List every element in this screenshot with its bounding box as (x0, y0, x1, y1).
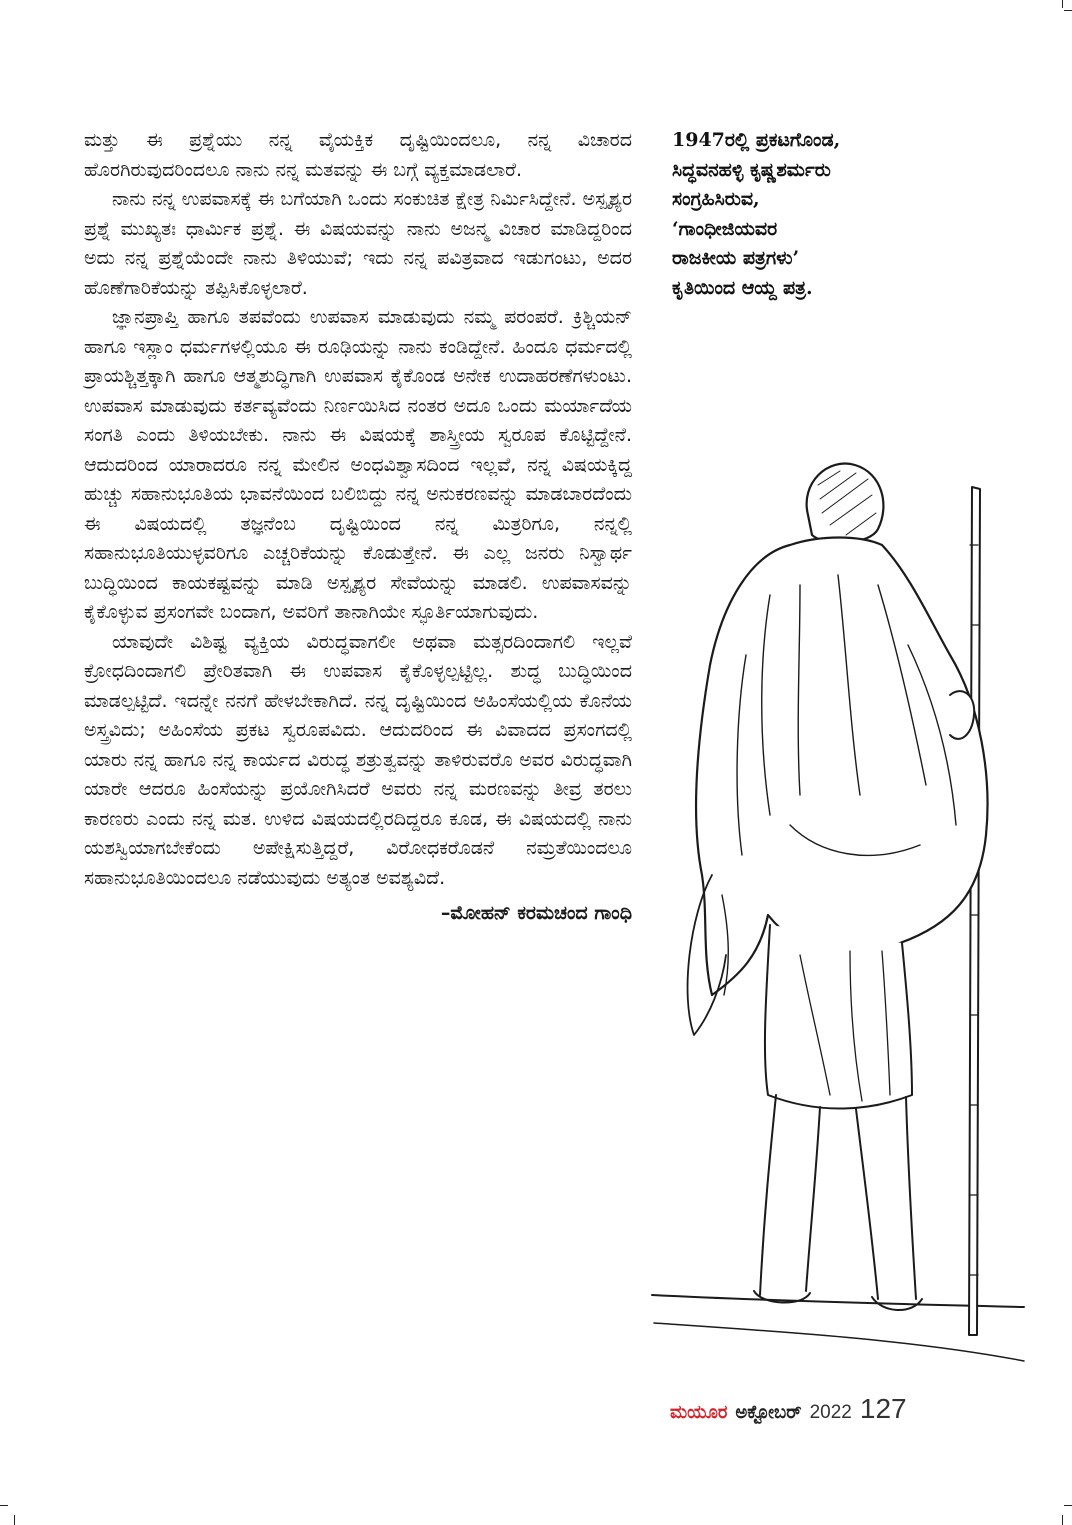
head (807, 464, 884, 543)
crop-mark (14, 1515, 15, 1525)
paragraph: ಜ್ಞಾನಪ್ರಾಪ್ತಿ ಹಾಗೂ ತಪವೆಂದು ಉಪವಾಸ ಮಾಡುವುದು ನಮ್ಮ ಪರಂಪರೆ. ಕ್ರಿಶ್ಚಿಯನ್ ಹಾಗೂ ಇಸ್ಲಾಂ ಧರ್ಮಗಳಲ್ಲಿಯೂ ಈ ರೂಢಿಯನ್ನು ನಾನು ಕಂಡಿದ್ದೇನೆ. ಹಿಂದೂ ಧರ್ಮದಲ್ಲಿ ಪ್ರಾಯಶ್ಚಿತ್ತಕ್ಕಾಗಿ ಹಾಗೂ ಆತ್ಮಶುದ್ಧಿಗಾಗಿ ಉಪವಾಸ ಕೈಕೊಂಡ ಅನೇಕ ಉದಾಹರಣೆಗಳುಂಟು. ಉಪವಾಸ ಮಾಡುವುದು ಕರ್ತವ್ಯವೆಂದು ನಿರ್ಣಯಿಸಿದ ನಂತರ ಅದೂ ಒಂದು ಮರ್ಯಾದೆಯ ಸಂಗತಿ ಎಂದು ತಿಳಿಯಬೇಕು. ನಾನು ಈ ವಿಷಯಕ್ಕೆ ಶಾಸ್ತ್ರೀಯ ಸ್ವರೂಪ ಕೊಟ್ಟಿದ್ದೇನೆ. ಆದುದರಿಂದ ಯಾರಾದರೂ ನನ್ನ ಮೇಲಿನ ಅಂಧವಿಶ್ವಾಸದಿಂದ ಇಲ್ಲವೆ, ನನ್ನ ವಿಷಯಕ್ಕಿದ್ದ ಹುಚ್ಚು ಸಹಾನುಭೂತಿಯ ಭಾವನೆಯಿಂದ ಬಲಿಬಿದ್ದು ನನ್ನ ಅನುಕರಣವನ್ನು ಮಾಡಬಾರದೆಂದು ಈ ವಿಷಯದಲ್ಲಿ ತಜ್ಞನೆಂಬ ದೃಷ್ಟಿಯಿಂದ ನನ್ನ ಮಿತ್ರರಿಗೂ, ನನ್ನಲ್ಲಿ ಸಹಾನುಭೂತಿಯುಳ್ಳವರಿಗೂ ಎಚ್ಚರಿಕೆಯನ್ನು ಕೊಡುತ್ತೇನೆ. ಈ ಎಲ್ಲ ಜನರು ನಿಸ್ವಾರ್ಥ ಬುದ್ಧಿಯಿಂದ ಕಾಯಕಷ್ಟವನ್ನು ಮಾಡಿ ಅಸ್ಪೃಶ್ಯರ ಸೇವೆಯನ್ನು ಮಾಡಲಿ. ಉಪವಾಸವನ್ನು ಕೈಕೊಳ್ಳುವ ಪ್ರಸಂಗವೇ ಬಂದಾಗ, ಅವರಿಗೆ ತಾನಾಗಿಯೇ ಸ್ಫೂರ್ತಿಯಾಗುವುದು. (84, 306, 632, 623)
paragraph: ಮತ್ತು ಈ ಪ್ರಶ್ನೆಯು ನನ್ನ ವೈಯಕ್ತಿಕ ದೃಷ್ಟಿಯಿಂದಲೂ, ನನ್ನ ವಿಚಾರದ ಹೊರಗಿರುವುದರಿಂದಲೂ ನಾನು ನನ್ನ ಮತವನ್ನು ಈ ಬಗ್ಗೆ ವ್ಯಕ್ತಮಾಡಲಾರೆ. (84, 129, 632, 181)
right-leg (856, 1097, 916, 1299)
gandhi-walking-illustration (650, 395, 1030, 1375)
author-signature: –ಮೋಹನ್ ಕರಮಚಂದ ಗಾಂಧಿ (440, 902, 632, 924)
source-note-line: ‘ಗಾಂಧೀಜಿಯವರ (672, 217, 778, 240)
paragraph: ಯಾವುದೇ ವಿಶಿಷ್ಟ ವ್ಯಕ್ತಿಯ ವಿರುದ್ಧವಾಗಲೀ ಅಥವಾ ಮತ್ಸರದಿಂದಾಗಲಿ ಇಲ್ಲವೆ ಕ್ರೋಧದಿಂದಾಗಲಿ ಪ್ರೇರಿತವಾಗಿ ಈ ಉಪವಾಸ ಕೈಕೊಳ್ಳಲ್ಪಟ್ಟಿಲ್ಲ. ಶುದ್ಧ ಬುದ್ಧಿಯಿಂದ ಮಾಡಲ್ಪಟ್ಟಿದೆ. ಇದನ್ನೇ ನನಗೆ ಹೇಳಬೇಕಾಗಿದೆ. ನನ್ನ ದೃಷ್ಟಿಯಿಂದ ಅಹಿಂಸೆಯಲ್ಲಿಯ ಕೊನೆಯ ಅಸ್ತ್ರವಿದು; ಅಹಿಂಸೆಯ ಪ್ರಕಟ ಸ್ವರೂಪವಿದು. ಆದುದರಿಂದ ಈ ವಿವಾದದ ಪ್ರಸಂಗದಲ್ಲಿ ಯಾರು ನನ್ನ ಹಾಗೂ ನನ್ನ ಕಾರ್ಯದ ವಿರುದ್ಧ ಶತ್ರುತ್ವವನ್ನು ತಾಳಿರುವರೊ ಅವರ ವಿರುದ್ಧವಾಗಿ ಯಾರೇ ಆದರೂ ಹಿಂಸೆಯನ್ನು ಪ್ರಯೋಗಿಸಿದರೆ ಅವರು ನನ್ನ ಮರಣವನ್ನು ತೀವ್ರ ತರಲು ಕಾರಣರು ಎಂದು ನನ್ನ ಮತ. ಉಳಿದ ವಿಷಯದಲ್ಲಿರದಿದ್ದರೂ ಕೂಡ, ಈ ವಿಷಯದಲ್ಲಿ ನಾನು ಯಶಸ್ವಿಯಾಗಬೇಕೆಂದು ಅಪೇಕ್ಷಿಸುತ್ತಿದ್ದರೆ, ವಿರೋಧಕರೊಡನೆ ನಮ್ರತೆಯಿಂದಲೂ ಸಹಾನುಭೂತಿಯಿಂದಲೂ ನಡೆಯುವುದು ಅತ್ಯಂತ ಅವಶ್ಯವಿದೆ. (84, 630, 632, 889)
paragraph: ನಾನು ನನ್ನ ಉಪವಾಸಕ್ಕೆ ಈ ಬಗೆಯಾಗಿ ಒಂದು ಸಂಕುಚಿತ ಕ್ಷೇತ್ರ ನಿರ್ಮಿಸಿದ್ದೇನೆ. ಅಸ್ಪೃಶ್ಯರ ಪ್ರಶ್ನೆ ಮುಖ್ಯತಃ ಧಾರ್ಮಿಕ ಪ್ರಶ್ನೆ. ಈ ವಿಷಯವನ್ನು ನಾನು ಅಜನ್ಮ ವಿಚಾರ ಮಾಡಿದ್ದರಿಂದ ಅದು ನನ್ನ ಪ್ರಶ್ನೆಯೆಂದೇ ನಾನು ತಿಳಿಯುವೆ; ಇದು ನನ್ನ ಪವಿತ್ರವಾದ ಇಡುಗಂಟು, ಅದರ ಹೊಣೆಗಾರಿಕೆಯನ್ನು ತಪ್ಪಿಸಿಕೊಳ್ಳಲಾರೆ. (84, 188, 632, 299)
issue-month: ಅಕ್ಟೋಬರ್ (735, 1402, 802, 1423)
left-leg (760, 1095, 820, 1295)
source-note-line: ಸಂಗ್ರಹಿಸಿರುವ, (672, 188, 760, 210)
issue-year: 2022 (809, 1402, 852, 1423)
magazine-name: ಮಯೂರ (670, 1402, 728, 1423)
crop-mark (1062, 1515, 1063, 1525)
source-note-line: ಕೃತಿಯಿಂದ ಆಯ್ದ ಪತ್ರ. (672, 276, 813, 299)
source-note-line: ರಾಜಕೀಯ ಪತ್ರಗಳು’ (672, 247, 800, 269)
source-note-line: ಸಿದ್ಧವನಹಳ್ಳಿ ಕೃಷ್ಣಶರ್ಮರು (672, 158, 831, 181)
crop-mark (1062, 0, 1063, 8)
page-number: 127 (859, 1393, 907, 1424)
page-footer (670, 1393, 907, 1433)
crop-mark (0, 1505, 8, 1506)
crop-mark (1064, 10, 1072, 11)
crop-mark (1064, 1505, 1072, 1506)
article-body (84, 126, 632, 928)
walking-stick (969, 487, 980, 1335)
source-note-line: 1947ರಲ್ಲಿ ಪ್ರಕಟಗೊಂಡ, (672, 129, 841, 151)
source-note (672, 126, 972, 303)
